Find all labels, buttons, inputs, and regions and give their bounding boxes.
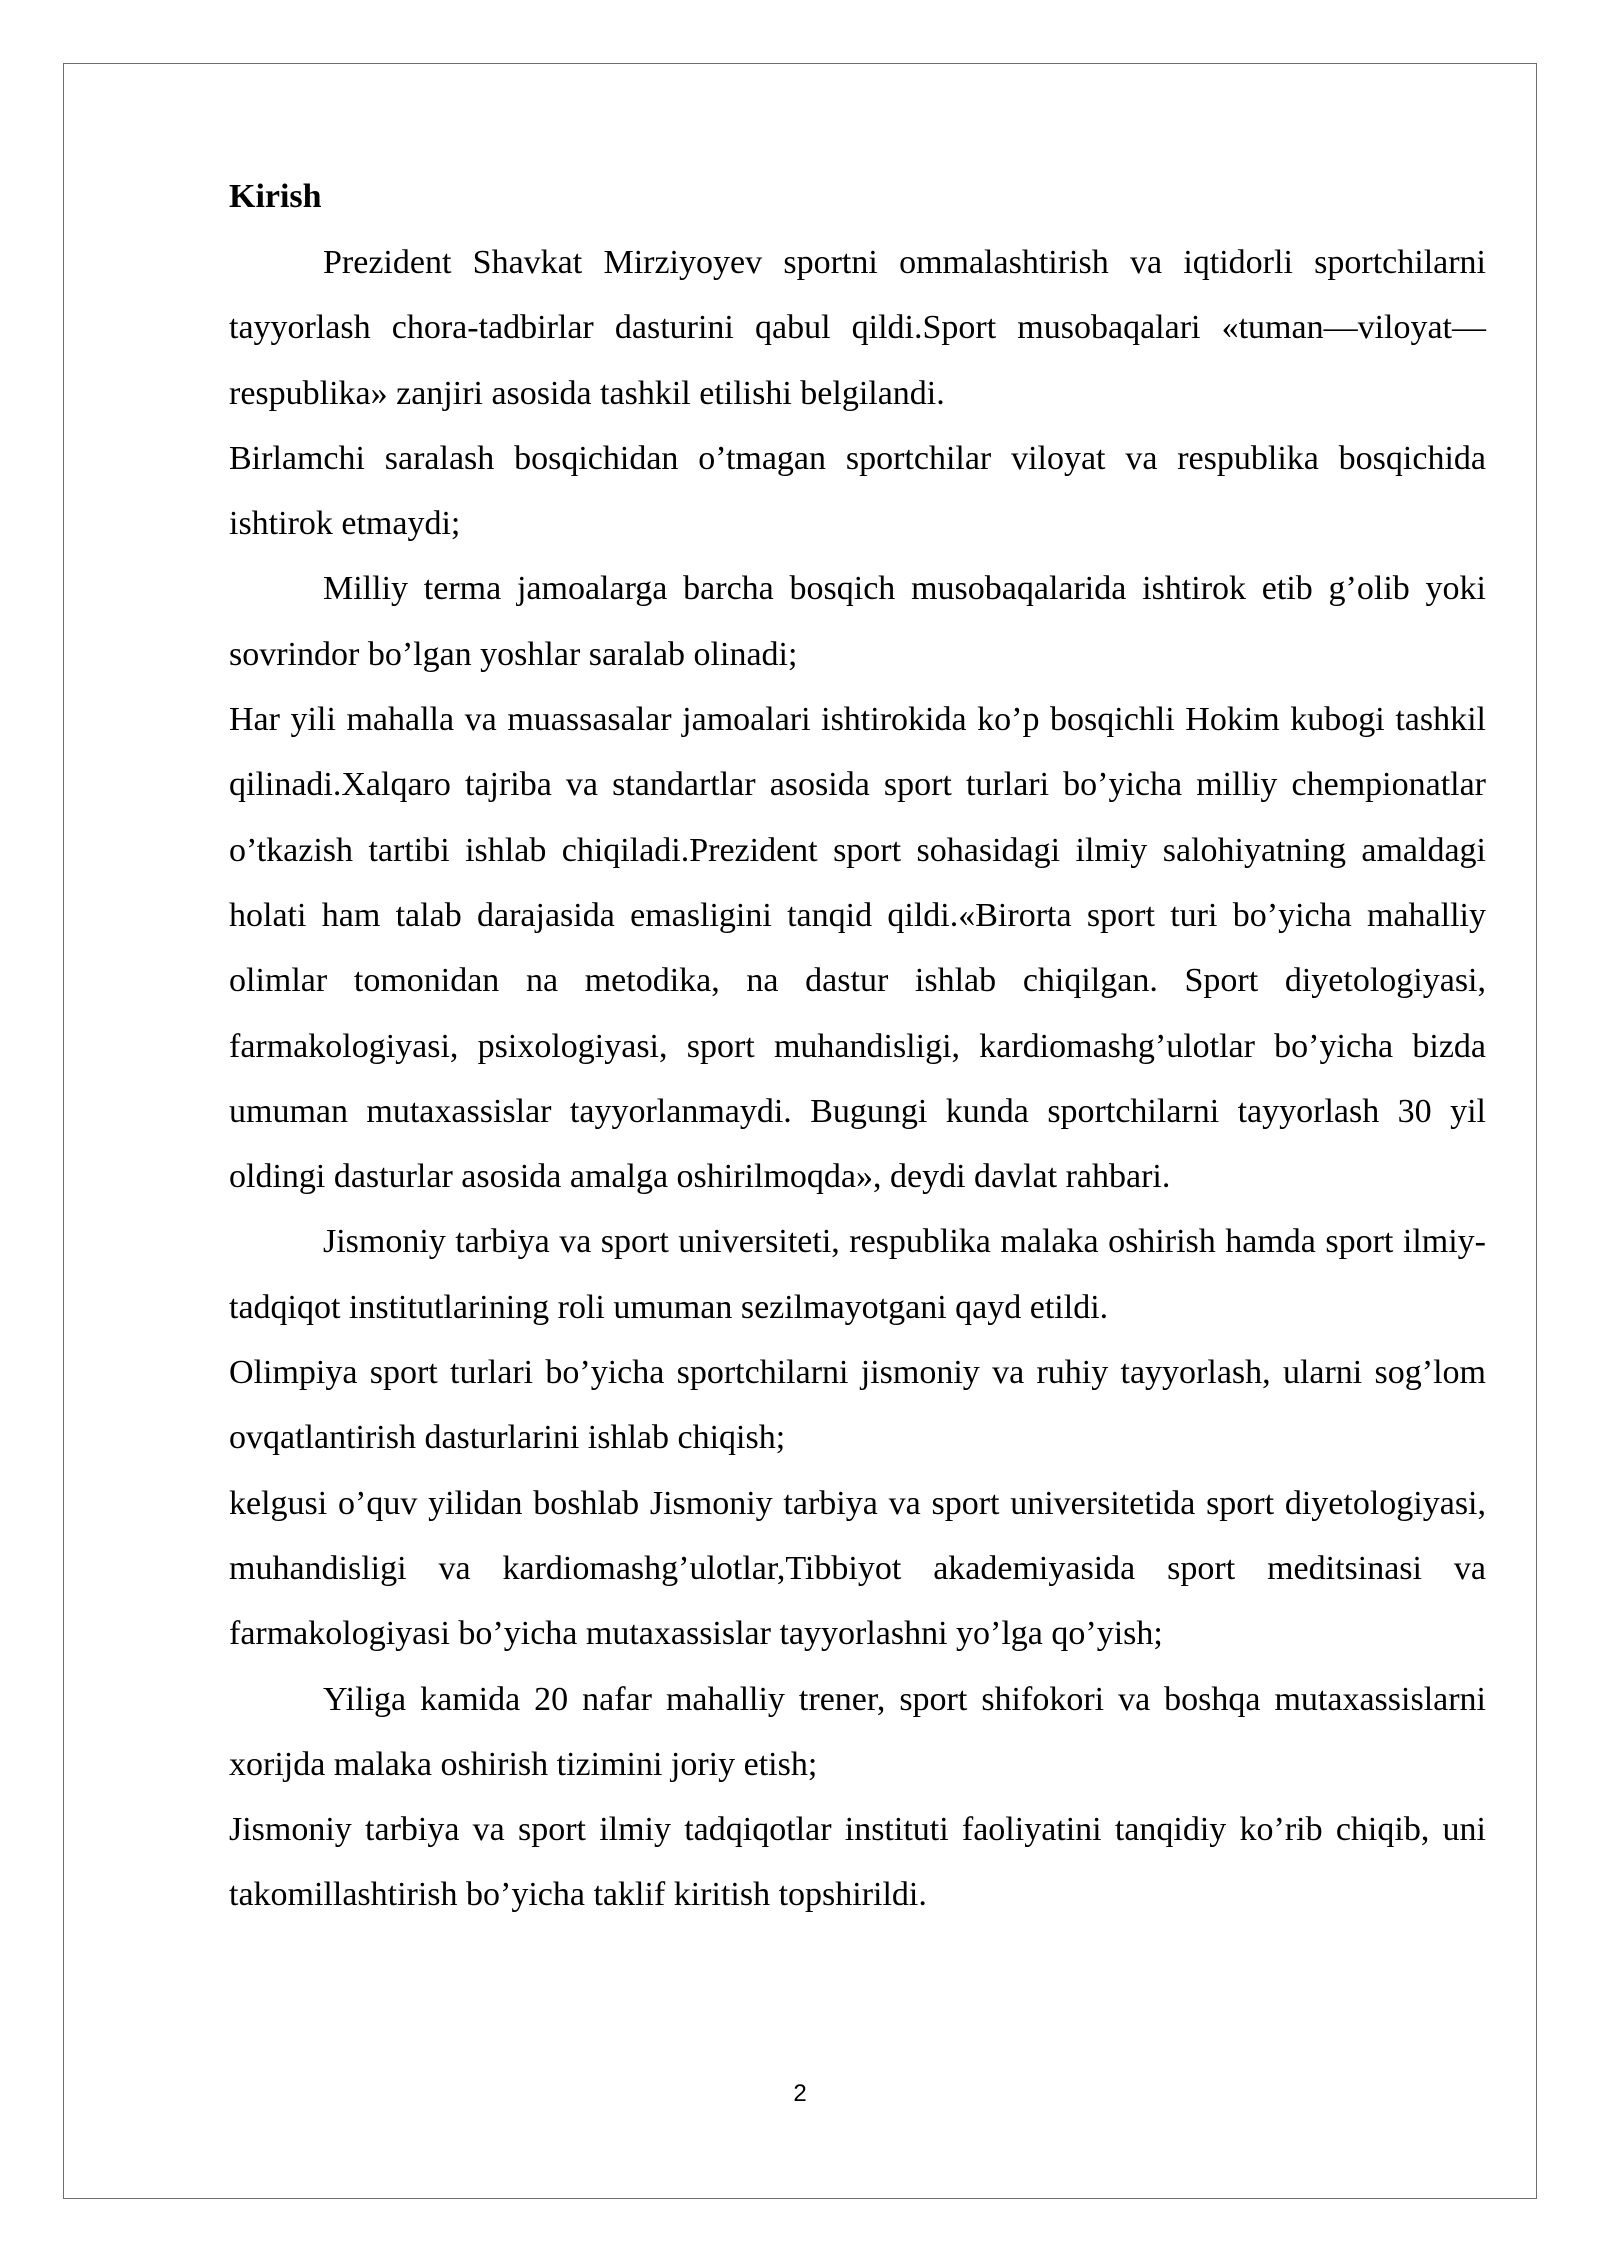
paragraph-2: Birlamchi saralash bosqichidan o’tmagan sportchilar viloyat va respublika bosqichida ishtirok etmaydi; [229, 439, 1486, 543]
paragraph-1: Prezident Shavkat Mirziyoyev sportni ommalashtirish va iqtidorli sportchilarni tayyorlash chora-tadbirlar dasturini qabul qildi.Sport musobaqalari «tuman—viloyat—respublika» zanjiri asosida tashkil etilishi belgilandi. [229, 244, 1486, 412]
section-heading: Kirish [229, 178, 322, 215]
paragraph-5: Jismoniy tarbiya va sport universiteti, respublika malaka oshirish hamda sport ilmiy-tadqiqot institutlarining roli umuman sezilmayotgani qayd etildi. [229, 1223, 1486, 1326]
page-number: 2 [793, 2080, 807, 2107]
document-body [229, 164, 1486, 1928]
paragraph-6: Olimpiya sport turlari bo’yicha sportchilarni jismoniy va ruhiy tayyorlash, ularni sog’lom ovqatlantirish dasturlarini ishlab chiqish; [229, 1354, 1486, 1457]
paragraph-3: Milliy terma jamoalarga barcha bosqich musobaqalarida ishtirok etib g’olib yoki sovrindor bo’lgan yoshlar saralab olinadi; [229, 570, 1486, 673]
paragraph-9: Jismoniy tarbiya va sport ilmiy tadqiqotlar instituti faoliyatini tanqidiy ko’rib chiqib, uni takomillashtirish bo’yicha taklif kiritish topshirildi. [229, 1811, 1486, 1914]
paragraph-4: Har yili mahalla va muassasalar jamoalari ishtirokida ko’p bosqichli Hokim kubogi tashkil qilinadi.Xalqaro tajriba va standartlar asosida sport turlari bo’yicha milliy chempionatlar o’tkazish tartibi ishlab chiqiladi.Prezident sport sohasidagi ilmiy salohiyatning amaldagi holati ham talab darajasida emasligini tanqid qildi.«Birorta sport turi bo’yicha mahalliy olimlar tomonidan na metodika, na dastur ishlab chiqilgan. Sport diyetologiyasi, farmakologiyasi, psixologiyasi, sport muhandisligi, kardiomashg’ulotlar bo’yicha bizda umuman mutaxassislar tayyorlanmaydi. Bugungi kunda sportchilarni tayyorlash 30 yil oldingi dasturlar asosida amalga oshirilmoqda», deydi davlat rahbari. [229, 701, 1486, 1196]
paragraph-7: kelgusi o’quv yilidan boshlab Jismoniy tarbiya va sport universitetida sport diyetologiyasi, muhandisligi va kardiomashg’ulotlar,Tibbiyot akademiyasida sport meditsinasi va farmakologiyasi bo’yicha mutaxassislar tayyorlashni yo’lga qo’yish; [229, 1484, 1486, 1653]
paragraph-8: Yiliga kamida 20 nafar mahalliy trener, sport shifokori va boshqa mutaxassislarni xorijda malaka oshirish tizimini joriy etish; [229, 1680, 1486, 1783]
